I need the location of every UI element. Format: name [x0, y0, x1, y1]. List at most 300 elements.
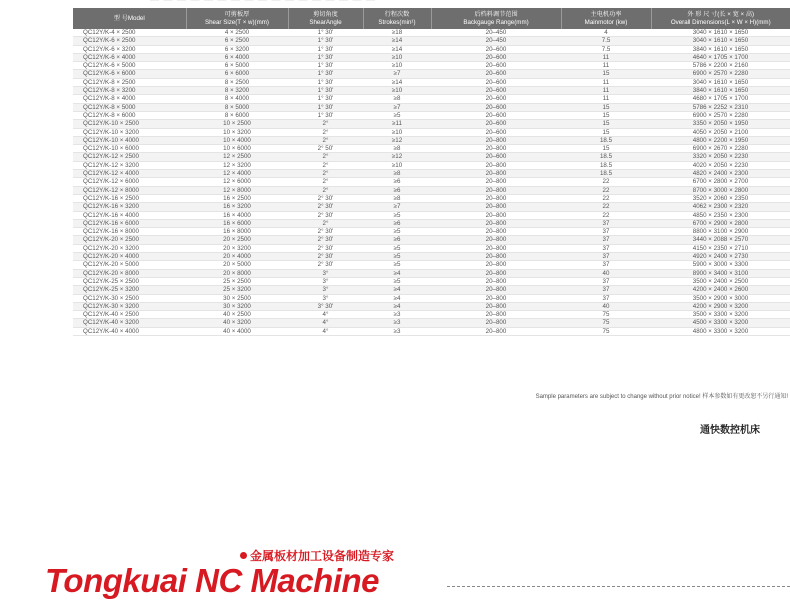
table-cell: 20–800: [431, 170, 561, 178]
table-cell: QC12Y/K-12 × 2500: [73, 153, 186, 161]
table-cell: QC12Y/K-8 × 6000: [73, 111, 186, 119]
table-cell: 3840 × 1610 × 1650: [651, 45, 790, 53]
table-cell: 1° 30': [288, 103, 363, 111]
table-cell: 20–800: [431, 261, 561, 269]
table-row: [73, 136, 790, 144]
table-cell: ≥7: [363, 103, 431, 111]
table-cell: 37: [561, 294, 651, 302]
table-cell: 1° 30': [288, 111, 363, 119]
table-cell: QC12Y/K-25 × 3200: [73, 286, 186, 294]
table-cell: 37: [561, 286, 651, 294]
table-cell: QC12Y/K-6 × 4000: [73, 53, 186, 61]
table-cell: 30 × 3200: [186, 302, 288, 310]
table-row: [73, 269, 790, 277]
table-cell: 16 × 8000: [186, 228, 288, 236]
table-cell: 12 × 2500: [186, 153, 288, 161]
brand-divider-line: [447, 586, 790, 587]
table-cell: 20–600: [431, 128, 561, 136]
table-row: [73, 203, 790, 211]
table-cell: 20–800: [431, 236, 561, 244]
table-cell: 16 × 4000: [186, 211, 288, 219]
table-row: [73, 244, 790, 252]
table-cell: 2° 30': [288, 228, 363, 236]
table-cell: ≥8: [363, 170, 431, 178]
table-cell: 3840 × 1610 × 1650: [651, 87, 790, 95]
table-cell: ≥3: [363, 327, 431, 335]
table-cell: 5786 × 2200 × 2160: [651, 62, 790, 70]
table-cell: 20–800: [431, 311, 561, 319]
table-cell: 6900 × 2670 × 2280: [651, 145, 790, 153]
table-cell: 4°: [288, 311, 363, 319]
table-cell: ≥3: [363, 311, 431, 319]
table-cell: ≥18: [363, 29, 431, 37]
table-cell: 3040 × 1610 × 1650: [651, 37, 790, 45]
cropped-heading: [0, 0, 790, 6]
table-row: [73, 186, 790, 194]
table-cell: 8 × 3200: [186, 87, 288, 95]
table-row: [73, 319, 790, 327]
table-cell: QC12Y/K-30 × 2500: [73, 294, 186, 302]
table-cell: ≥8: [363, 194, 431, 202]
table-cell: 3°: [288, 269, 363, 277]
table-cell: 20–600: [431, 111, 561, 119]
table-cell: 2°: [288, 186, 363, 194]
table-cell: 18.5: [561, 136, 651, 144]
table-row: [73, 311, 790, 319]
table-cell: 37: [561, 228, 651, 236]
table-cell: 5900 × 3000 × 3300: [651, 261, 790, 269]
table-cell: 75: [561, 311, 651, 319]
table-cell: ≥10: [363, 62, 431, 70]
table-cell: 18.5: [561, 153, 651, 161]
table-cell: 20–800: [431, 269, 561, 277]
table-cell: 4°: [288, 327, 363, 335]
table-cell: 2° 50': [288, 145, 363, 153]
table-cell: 20–600: [431, 70, 561, 78]
table-cell: 4150 × 2350 × 2710: [651, 244, 790, 252]
table-row: [73, 87, 790, 95]
table-cell: 12 × 6000: [186, 178, 288, 186]
table-cell: 20–600: [431, 103, 561, 111]
table-cell: 75: [561, 327, 651, 335]
table-cell: QC12Y/K-30 × 3200: [73, 302, 186, 310]
table-cell: 3320 × 2050 × 2230: [651, 153, 790, 161]
table-cell: 22: [561, 194, 651, 202]
table-cell: ≥4: [363, 286, 431, 294]
table-cell: QC12Y/K-20 × 2500: [73, 236, 186, 244]
table-cell: QC12Y/K-16 × 6000: [73, 219, 186, 227]
table-cell: ≥5: [363, 261, 431, 269]
table-cell: 8 × 2500: [186, 78, 288, 86]
table-cell: 4200 × 2900 × 3200: [651, 302, 790, 310]
table-row: [73, 111, 790, 119]
table-row: [73, 128, 790, 136]
column-header: [431, 8, 561, 29]
table-cell: QC12Y/K-16 × 3200: [73, 203, 186, 211]
table-cell: 4920 × 2400 × 2730: [651, 253, 790, 261]
table-cell: 75: [561, 319, 651, 327]
table-cell: 2°: [288, 170, 363, 178]
table-cell: 11: [561, 95, 651, 103]
table-cell: QC12Y/K-20 × 5000: [73, 261, 186, 269]
table-cell: 20–800: [431, 136, 561, 144]
table-cell: 20–800: [431, 244, 561, 252]
table-cell: QC12Y/K-8 × 2500: [73, 78, 186, 86]
table-cell: 20–800: [431, 145, 561, 153]
table-cell: ≥12: [363, 153, 431, 161]
column-header-label-en: Mainmotor (kw): [584, 18, 628, 26]
table-row: [73, 103, 790, 111]
table-cell: 3°: [288, 277, 363, 285]
table-cell: 2°: [288, 219, 363, 227]
table-cell: 2° 30': [288, 211, 363, 219]
table-cell: 2° 30': [288, 194, 363, 202]
table-cell: 16 × 2500: [186, 194, 288, 202]
table-cell: ≥12: [363, 136, 431, 144]
table-cell: ≥4: [363, 269, 431, 277]
table-cell: 10 × 4000: [186, 136, 288, 144]
table-cell: 20–800: [431, 327, 561, 335]
table-cell: 22: [561, 186, 651, 194]
table-cell: 40: [561, 302, 651, 310]
table-cell: QC12Y/K-4 × 2500: [73, 29, 186, 37]
table-row: [73, 153, 790, 161]
table-cell: 4680 × 1705 × 1700: [651, 95, 790, 103]
table-cell: QC12Y/K-12 × 6000: [73, 178, 186, 186]
table-cell: 37: [561, 219, 651, 227]
table-cell: QC12Y/K-40 × 2500: [73, 311, 186, 319]
column-header: [73, 8, 186, 29]
table-cell: 15: [561, 128, 651, 136]
table-cell: QC12Y/K-20 × 8000: [73, 269, 186, 277]
table-cell: QC12Y/K-6 × 5000: [73, 62, 186, 70]
column-header-label: 可剪板厚: [224, 11, 250, 18]
table-cell: ≥8: [363, 95, 431, 103]
table-cell: 4 × 2500: [186, 29, 288, 37]
table-cell: QC12Y/K-8 × 3200: [73, 87, 186, 95]
table-cell: QC12Y/K-8 × 5000: [73, 103, 186, 111]
table-cell: 37: [561, 253, 651, 261]
table-cell: QC12Y/K-12 × 4000: [73, 170, 186, 178]
table-cell: 20–600: [431, 153, 561, 161]
table-cell: ≥5: [363, 111, 431, 119]
table-cell: 20–800: [431, 286, 561, 294]
column-header-label-en: Model: [127, 14, 145, 22]
table-cell: QC12Y/K-16 × 8000: [73, 228, 186, 236]
table-cell: 2°: [288, 153, 363, 161]
table-cell: 10 × 6000: [186, 145, 288, 153]
table-row: [73, 236, 790, 244]
table-row: [73, 120, 790, 128]
table-cell: 20–800: [431, 302, 561, 310]
table-cell: 4820 × 2400 × 2300: [651, 170, 790, 178]
table-cell: 15: [561, 111, 651, 119]
table-cell: 12 × 4000: [186, 170, 288, 178]
table-cell: 2° 30': [288, 203, 363, 211]
column-header-label: 型 号: [113, 14, 128, 22]
table-cell: 4020 × 2050 × 2230: [651, 161, 790, 169]
table-cell: 4500 × 3300 × 3200: [651, 319, 790, 327]
table-cell: 11: [561, 62, 651, 70]
table-cell: 4°: [288, 319, 363, 327]
table-row: [73, 62, 790, 70]
table-cell: QC12Y/K-16 × 4000: [73, 211, 186, 219]
table-cell: 20–600: [431, 87, 561, 95]
table-cell: 16 × 3200: [186, 203, 288, 211]
table-cell: 4850 × 2350 × 2300: [651, 211, 790, 219]
table-cell: 40 × 2500: [186, 311, 288, 319]
table-cell: ≥7: [363, 70, 431, 78]
spec-table: [73, 8, 790, 336]
table-row: [73, 29, 790, 37]
table-cell: ≥10: [363, 161, 431, 169]
table-row: [73, 145, 790, 153]
table-cell: 2°: [288, 161, 363, 169]
table-cell: 8700 × 3000 × 2800: [651, 186, 790, 194]
table-cell: 20–600: [431, 120, 561, 128]
table-cell: 3500 × 2900 × 3000: [651, 294, 790, 302]
table-cell: 1° 30': [288, 29, 363, 37]
column-header-label: 主电机功率: [590, 11, 622, 18]
brand-name-en: Tongkuai NC Machine: [45, 562, 379, 599]
table-cell: 20–800: [431, 194, 561, 202]
table-row: [73, 45, 790, 53]
table-cell: 2° 30': [288, 261, 363, 269]
table-row: [73, 219, 790, 227]
table-cell: 2°: [288, 178, 363, 186]
table-cell: 6900 × 2570 × 2280: [651, 70, 790, 78]
table-row: [73, 95, 790, 103]
table-cell: 3500 × 2400 × 2500: [651, 277, 790, 285]
table-cell: 6 × 6000: [186, 70, 288, 78]
table-cell: ≥10: [363, 87, 431, 95]
table-row: [73, 286, 790, 294]
table-cell: 40: [561, 269, 651, 277]
bullet-dot-icon: [240, 552, 247, 559]
table-cell: 4062 × 2300 × 2320: [651, 203, 790, 211]
table-cell: 15: [561, 70, 651, 78]
table-row: [73, 228, 790, 236]
table-cell: QC12Y/K-12 × 8000: [73, 186, 186, 194]
table-cell: 18.5: [561, 161, 651, 169]
table-cell: 1° 30': [288, 45, 363, 53]
table-cell: 15: [561, 103, 651, 111]
table-header-row: [73, 8, 790, 29]
column-header-label-en: Overall Dimensions(L × W × H)(mm): [670, 18, 771, 26]
table-cell: 20–600: [431, 95, 561, 103]
table-row: [73, 78, 790, 86]
column-header-label: 后档料调节范围: [474, 11, 518, 18]
table-cell: 20–600: [431, 78, 561, 86]
table-cell: 1° 30': [288, 87, 363, 95]
brand-name-cn: 通快数控机床: [700, 425, 760, 436]
table-cell: QC12Y/K-20 × 4000: [73, 253, 186, 261]
column-header: [288, 8, 363, 29]
table-cell: 4: [561, 29, 651, 37]
table-cell: 6700 × 2900 × 2800: [651, 219, 790, 227]
column-header: [651, 8, 790, 29]
table-cell: ≥5: [363, 244, 431, 252]
table-cell: ≥4: [363, 302, 431, 310]
table-cell: 37: [561, 244, 651, 252]
table-cell: QC12Y/K-12 × 3200: [73, 161, 186, 169]
table-cell: QC12Y/K-6 × 6000: [73, 70, 186, 78]
footnote: Sample parameters are subject to change without prior notice! 样本参数如有更改恕不另行通知!: [535, 394, 788, 400]
table-body: [73, 29, 790, 335]
table-cell: 2°: [288, 136, 363, 144]
column-header-label: 行程次数: [384, 11, 410, 18]
table-cell: 8900 × 3400 × 3100: [651, 269, 790, 277]
table-cell: 1° 30': [288, 78, 363, 86]
table-cell: 6 × 5000: [186, 62, 288, 70]
table-cell: QC12Y/K-10 × 2500: [73, 120, 186, 128]
column-header-label-en: Backgauge Range(mm): [463, 18, 529, 26]
table-cell: 10 × 2500: [186, 120, 288, 128]
table-cell: 1° 30': [288, 62, 363, 70]
table-cell: 11: [561, 78, 651, 86]
table-cell: QC12Y/K-25 × 2500: [73, 277, 186, 285]
table-cell: QC12Y/K-6 × 3200: [73, 45, 186, 53]
table-cell: 1° 30': [288, 95, 363, 103]
table-row: [73, 327, 790, 335]
table-row: [73, 253, 790, 261]
table-cell: 18.5: [561, 170, 651, 178]
table-cell: QC12Y/K-20 × 3200: [73, 244, 186, 252]
table-cell: ≥3: [363, 319, 431, 327]
table-cell: 37: [561, 277, 651, 285]
table-cell: 4200 × 2400 × 2600: [651, 286, 790, 294]
column-header-label-en: Shear Size(T × w)(mm): [204, 18, 269, 26]
table-cell: ≥5: [363, 211, 431, 219]
table-row: [73, 161, 790, 169]
table-cell: 40 × 3200: [186, 319, 288, 327]
table-cell: 3° 30': [288, 302, 363, 310]
table-cell: QC12Y/K-10 × 4000: [73, 136, 186, 144]
table-row: [73, 261, 790, 269]
table-cell: 40 × 4000: [186, 327, 288, 335]
table-cell: 37: [561, 236, 651, 244]
table-cell: QC12Y/K-6 × 2500: [73, 37, 186, 45]
table-cell: ≥10: [363, 53, 431, 61]
table-cell: 2° 30': [288, 236, 363, 244]
table-cell: 22: [561, 178, 651, 186]
table-cell: ≥8: [363, 145, 431, 153]
table-cell: ≥6: [363, 178, 431, 186]
table-cell: 3040 × 1610 × 1650: [651, 29, 790, 37]
table-cell: ≥6: [363, 236, 431, 244]
table-cell: 20–800: [431, 277, 561, 285]
table-cell: 4050 × 2050 × 2100: [651, 128, 790, 136]
table-cell: ≥6: [363, 186, 431, 194]
table-row: [73, 37, 790, 45]
table-cell: 4800 × 3300 × 3200: [651, 327, 790, 335]
table-cell: ≥7: [363, 203, 431, 211]
table-cell: 3°: [288, 286, 363, 294]
table-cell: 8 × 6000: [186, 111, 288, 119]
column-header-label-en: ShearAngle: [309, 18, 342, 26]
table-cell: 7.5: [561, 37, 651, 45]
table-cell: 6 × 4000: [186, 53, 288, 61]
table-cell: QC12Y/K-16 × 2500: [73, 194, 186, 202]
table-cell: 6 × 2500: [186, 37, 288, 45]
table-cell: 2° 30': [288, 253, 363, 261]
table-cell: 3440 × 2088 × 2570: [651, 236, 790, 244]
table-cell: 20–800: [431, 219, 561, 227]
table-cell: 20–800: [431, 211, 561, 219]
table-cell: 1° 30': [288, 70, 363, 78]
table-cell: 5786 × 2252 × 2310: [651, 103, 790, 111]
table-cell: 8 × 4000: [186, 95, 288, 103]
table-cell: 20–800: [431, 228, 561, 236]
table-cell: 6700 × 2800 × 2700: [651, 178, 790, 186]
table-cell: 15: [561, 120, 651, 128]
table-cell: 20–450: [431, 29, 561, 37]
table-cell: QC12Y/K-10 × 3200: [73, 128, 186, 136]
table-cell: ≥5: [363, 228, 431, 236]
table-row: [73, 70, 790, 78]
table-cell: 20–800: [431, 186, 561, 194]
table-cell: 25 × 3200: [186, 286, 288, 294]
table-cell: 20–800: [431, 203, 561, 211]
table-cell: 20–450: [431, 37, 561, 45]
table-cell: 22: [561, 203, 651, 211]
table-cell: ≥6: [363, 219, 431, 227]
table-row: [73, 302, 790, 310]
table-cell: 22: [561, 211, 651, 219]
table-cell: 2°: [288, 120, 363, 128]
table-cell: 7.5: [561, 45, 651, 53]
table-cell: 1° 30': [288, 37, 363, 45]
table-cell: 11: [561, 53, 651, 61]
table-cell: ≥4: [363, 294, 431, 302]
table-cell: 20–800: [431, 161, 561, 169]
table-cell: 10 × 3200: [186, 128, 288, 136]
table-cell: ≥14: [363, 37, 431, 45]
table-cell: 12 × 8000: [186, 186, 288, 194]
column-header-label-en: Strokes(min¹): [378, 18, 416, 26]
table-cell: 25 × 2500: [186, 277, 288, 285]
table-cell: 20–800: [431, 253, 561, 261]
table-cell: 20–600: [431, 53, 561, 61]
table-row: [73, 53, 790, 61]
table-row: [73, 178, 790, 186]
table-cell: ≥5: [363, 277, 431, 285]
column-header: [561, 8, 651, 29]
table-cell: 16 × 6000: [186, 219, 288, 227]
column-header: [186, 8, 288, 29]
table-cell: 3500 × 3300 × 3200: [651, 311, 790, 319]
table-cell: 4640 × 1705 × 1700: [651, 53, 790, 61]
table-cell: QC12Y/K-40 × 4000: [73, 327, 186, 335]
table-cell: ≥10: [363, 128, 431, 136]
table-cell: ≥11: [363, 120, 431, 128]
table-cell: 3520 × 2060 × 2350: [651, 194, 790, 202]
table-cell: 20 × 4000: [186, 253, 288, 261]
table-cell: 8 × 5000: [186, 103, 288, 111]
table-cell: 3°: [288, 294, 363, 302]
table-cell: 15: [561, 145, 651, 153]
table-cell: 20 × 3200: [186, 244, 288, 252]
table-row: [73, 277, 790, 285]
column-header-label: 外 形 尺 寸(长 × 宽 × 高): [687, 11, 755, 18]
table-cell: 11: [561, 87, 651, 95]
table-cell: 20–800: [431, 294, 561, 302]
tagline-text: 金属板材加工设备制造专家: [250, 549, 395, 563]
table-row: [73, 194, 790, 202]
table-cell: 20 × 2500: [186, 236, 288, 244]
table-cell: 3040 × 1610 × 1650: [651, 78, 790, 86]
table-cell: 30 × 2500: [186, 294, 288, 302]
